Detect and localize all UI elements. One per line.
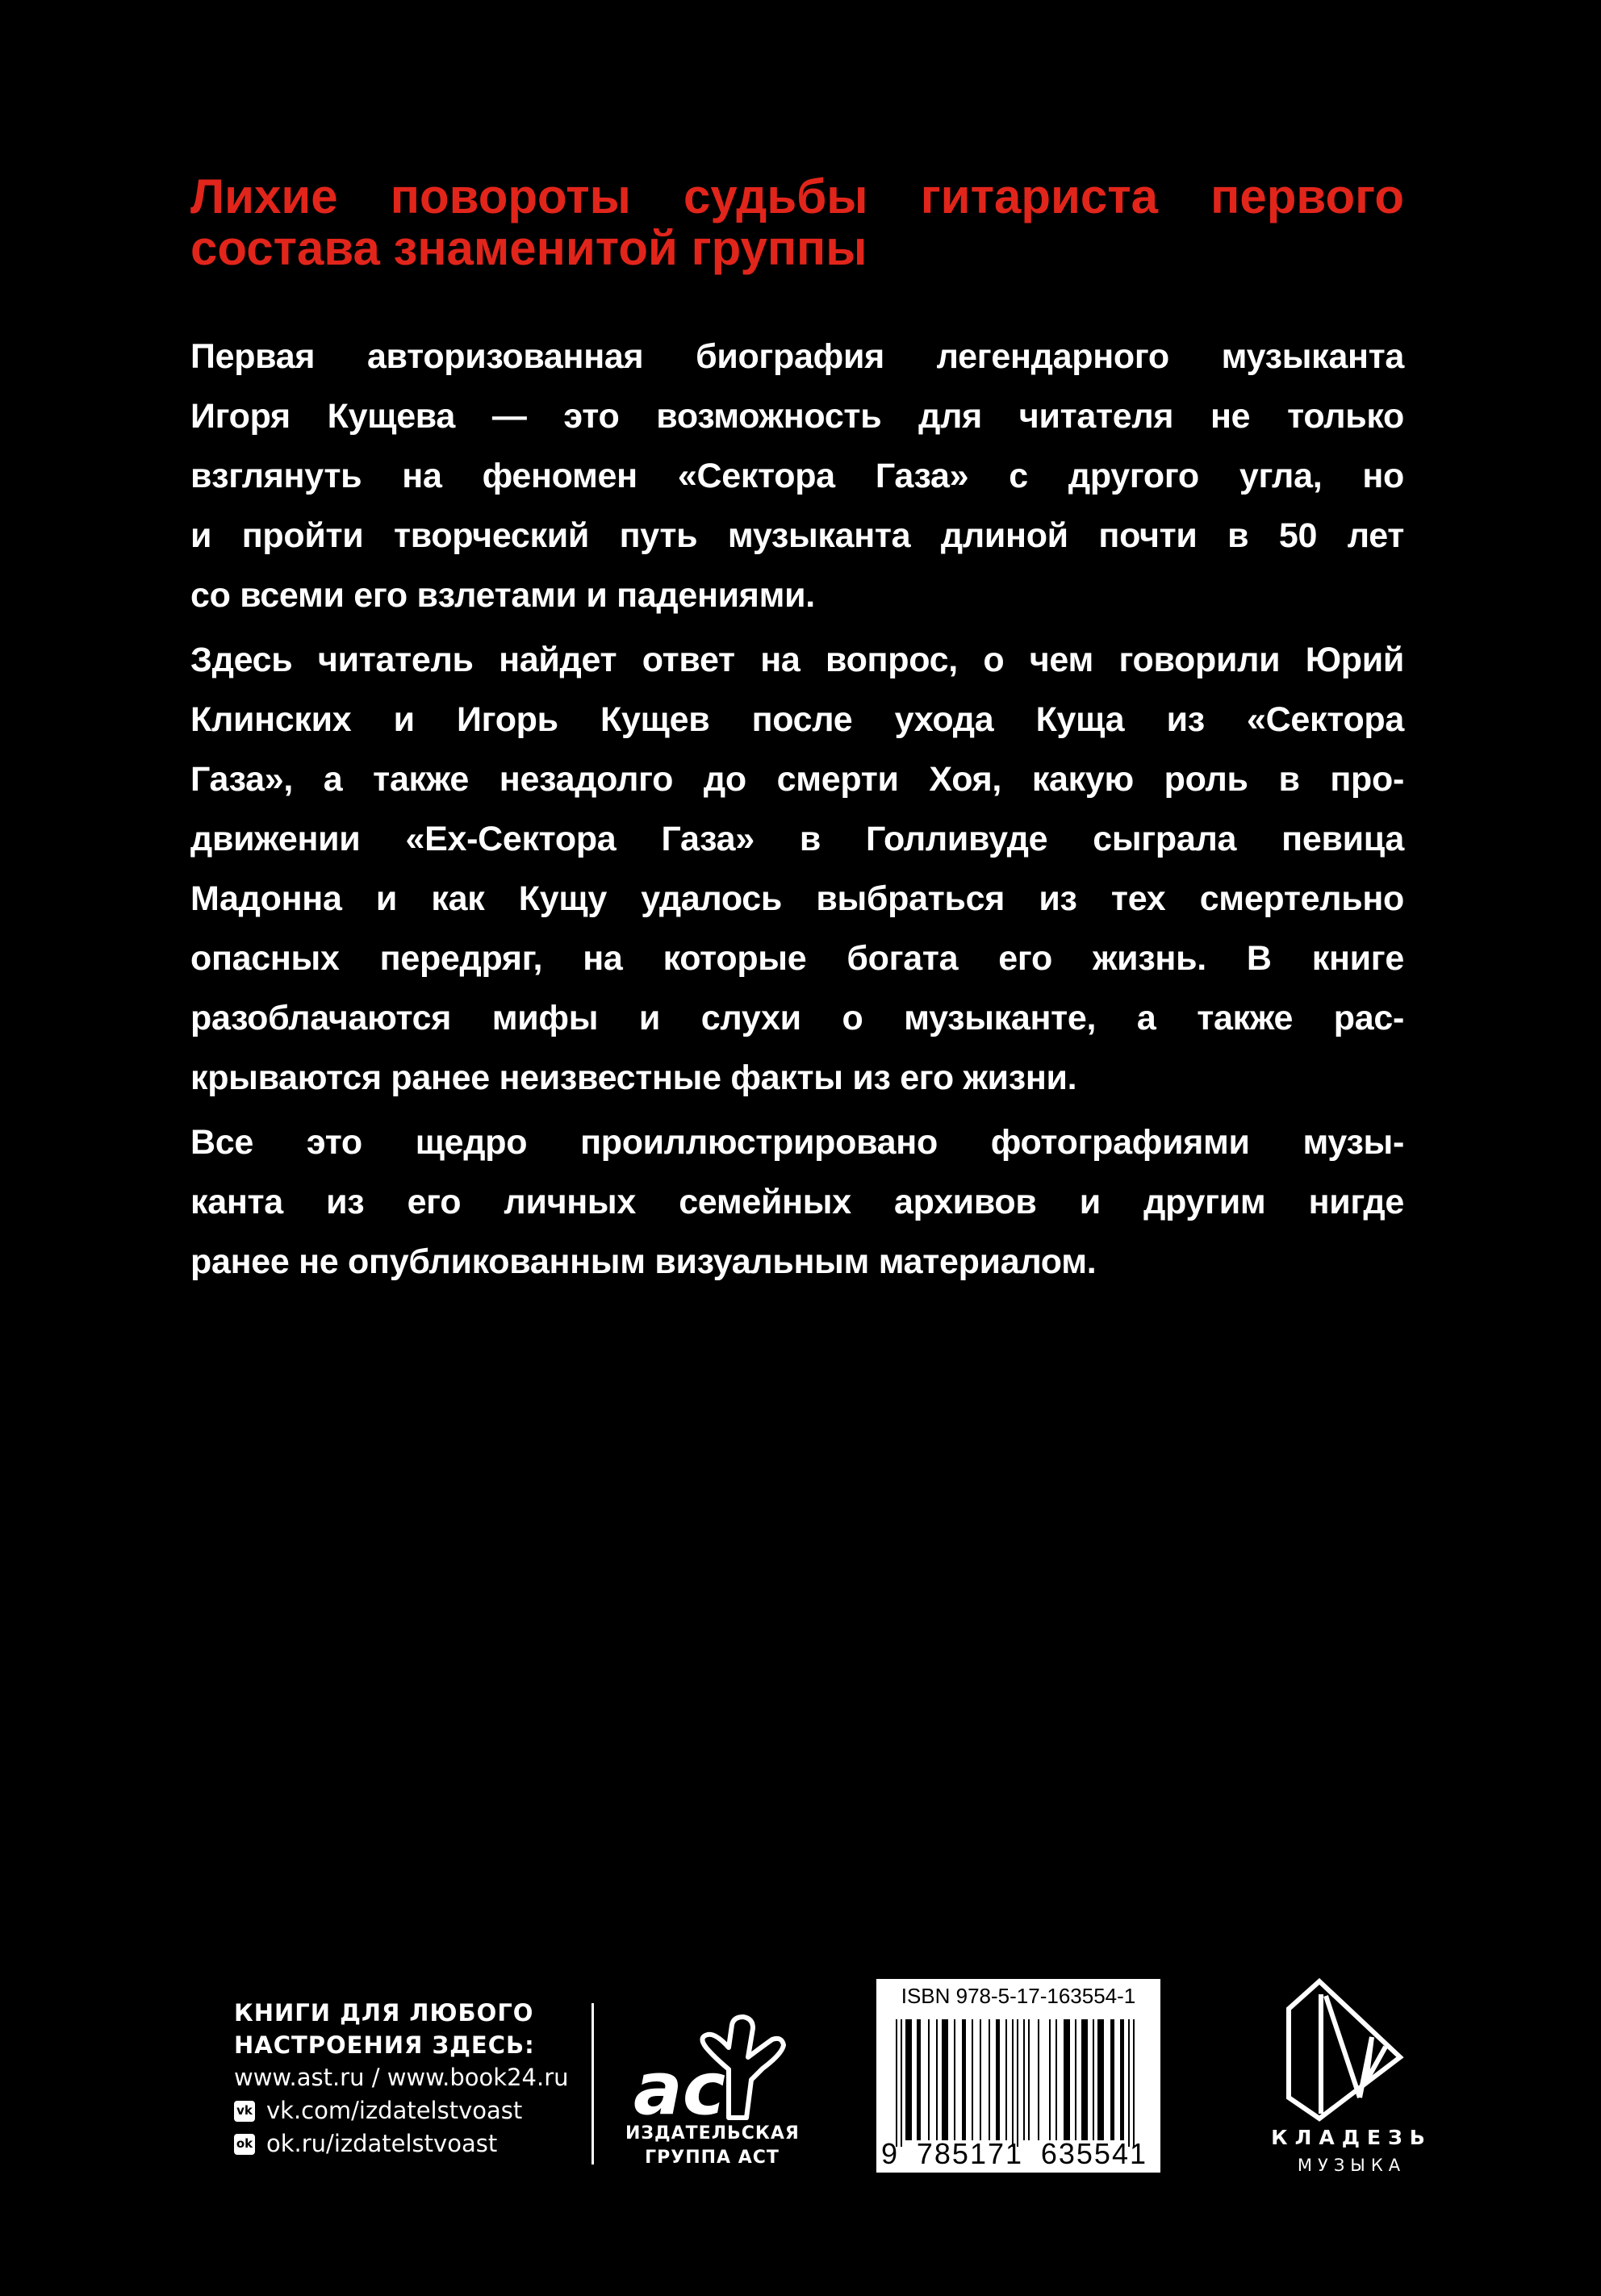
blurb-line: опасных передряг, на которые богата его жизнь. В книге bbox=[190, 939, 1404, 978]
isbn-digit-group: 785171 bbox=[916, 2137, 1024, 2170]
isbn-barcode bbox=[876, 1979, 1160, 2173]
blurb-line: канта из его личных семейных архивов и другим нигде bbox=[190, 1183, 1404, 1221]
blurb-line: Все это щедро проиллюстрировано фотографиями музы- bbox=[190, 1123, 1404, 1162]
imprint-name: КЛАДЕЗЬ bbox=[1271, 2126, 1432, 2149]
websites-text[interactable]: www.ast.ru / www.book24.ru bbox=[234, 2064, 569, 2091]
blurb-paragraph bbox=[190, 327, 1404, 625]
barcode-bars-icon bbox=[896, 2019, 1143, 2147]
ok-link[interactable] bbox=[234, 2127, 573, 2160]
blurb-line: Игоря Кущева — это возможность для читателя не только bbox=[190, 397, 1404, 436]
isbn-label: ISBN 978-5-17-163554-1 bbox=[901, 1984, 1136, 2008]
blurb-line: со всеми его взлетами и падениями. bbox=[190, 576, 815, 615]
ok-link-text[interactable]: ok.ru/izdatelstvoast bbox=[266, 2130, 498, 2157]
vk-link-text[interactable]: vk.com/izdatelstvoast bbox=[266, 2097, 523, 2124]
blurb-line: Газа», а также незадолго до смерти Хоя, какую роль в про- bbox=[190, 760, 1404, 799]
blurb-line: Первая авторизованная биография легендарного музыканта bbox=[190, 337, 1404, 376]
svg-text:ac: ac bbox=[633, 2047, 726, 2131]
website-links[interactable] bbox=[234, 2061, 573, 2094]
isbn-digits bbox=[881, 2137, 1147, 2171]
kladez-logo-icon bbox=[1271, 1977, 1424, 2122]
ast-caption-line: ГРУППА АСТ bbox=[645, 2148, 780, 2168]
cover-headline bbox=[190, 171, 1404, 274]
blurb-paragraph bbox=[190, 1113, 1404, 1292]
blurb-line: Мадонна и как Кущу удалось выбраться из тех смертельно bbox=[190, 879, 1404, 918]
headline-line: состава знаменитой группы bbox=[190, 221, 867, 275]
blurb-line: разоблачаются мифы и слухи о музыканте, а также рас- bbox=[190, 999, 1404, 1037]
publisher-contacts bbox=[234, 1997, 573, 2160]
vk-icon: vk bbox=[234, 2101, 255, 2122]
blurb-line: Здесь читатель найдет ответ на вопрос, о чем говорили Юрий bbox=[190, 641, 1404, 679]
contacts-heading: КНИГИ ДЛЯ ЛЮБОГО bbox=[234, 1999, 534, 2027]
blurb-line: движении «Ех-Сектора Газа» в Голливуде сыграла певица bbox=[190, 820, 1404, 858]
contacts-heading: НАСТРОЕНИЯ ЗДЕСЬ: bbox=[234, 2031, 535, 2059]
ast-caption bbox=[625, 2122, 799, 2170]
blurb-line: ранее не опубликованным визуальным материалом. bbox=[190, 1242, 1097, 1281]
odnoklassniki-icon: ok bbox=[234, 2134, 255, 2155]
vk-link[interactable] bbox=[234, 2094, 573, 2127]
ast-caption-line: ИЗДАТЕЛЬСКАЯ bbox=[625, 2123, 800, 2144]
isbn-digit-group: 9 bbox=[881, 2137, 900, 2170]
footer-divider bbox=[591, 2003, 594, 2165]
blurb-paragraph bbox=[190, 630, 1404, 1108]
blurb bbox=[190, 327, 1404, 1296]
headline-line: Лихие повороты судьбы гитариста первого bbox=[190, 169, 1404, 223]
isbn-digit-group: 635541 bbox=[1040, 2137, 1147, 2170]
blurb-line: и пройти творческий путь музыканта длиной почти в 50 лет bbox=[190, 516, 1404, 555]
blurb-line: Клинских и Игорь Кущев после ухода Куща из «Сектора bbox=[190, 700, 1404, 739]
blurb-line: взглянуть на феномен «Сектора Газа» с другого угла, но bbox=[190, 457, 1404, 495]
blurb-line: крываются ранее неизвестные факты из его жизни. bbox=[190, 1058, 1077, 1097]
imprint-subtitle: МУЗЫКА bbox=[1297, 2156, 1407, 2175]
